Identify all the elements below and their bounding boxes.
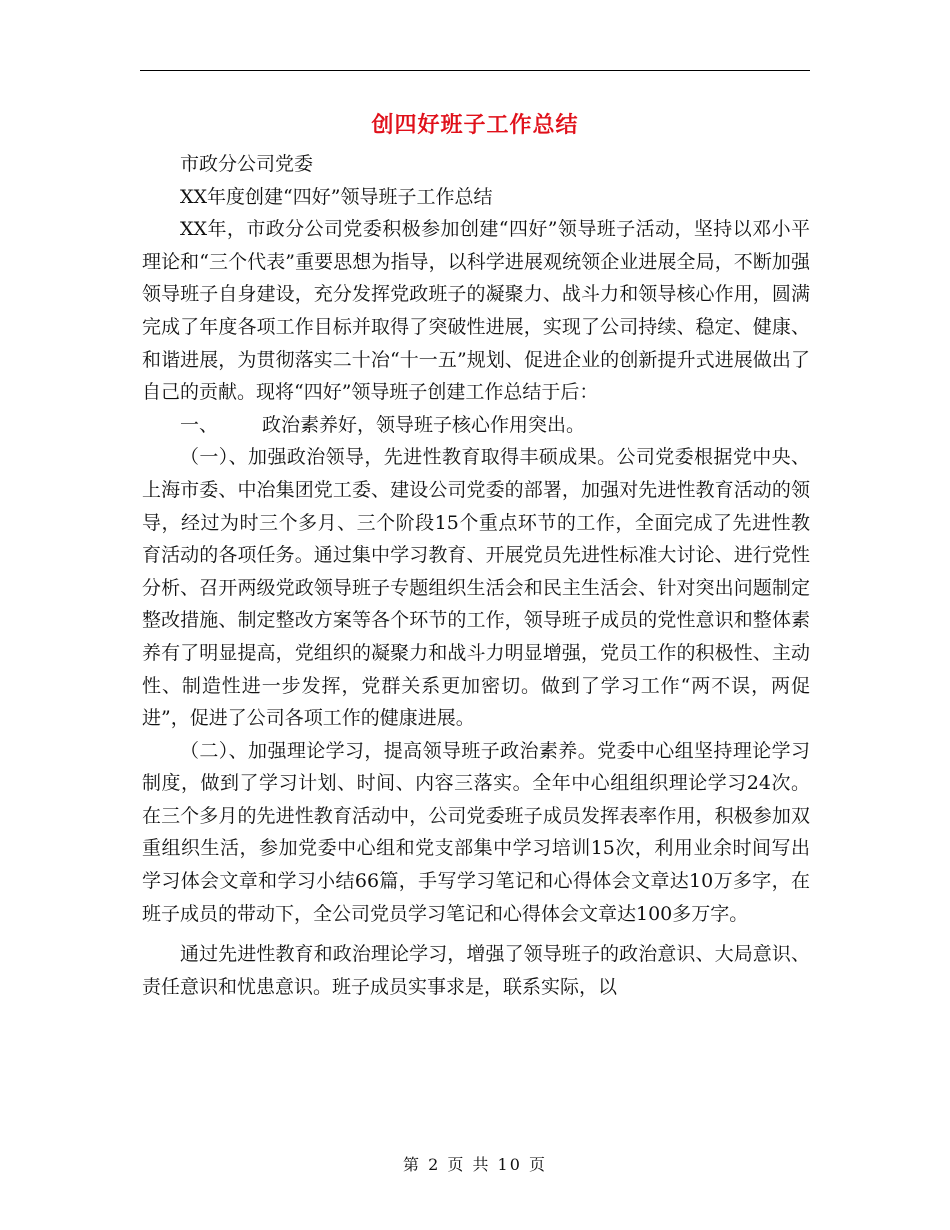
paragraph-1: （一）、加强政治领导，先进性教育取得丰硕成果。公司党委根据党中央、上海市委、中冶集团党工委、建设公司党委的部署，加强对先进性教育活动的领导，经过为时三个多月、三个阶段15个重点环节的工作，全面完成了先进性教育活动的各项任务。通过集中学习教育、开展党员先进性标准大讨论、进行党性分析、召开两级党政领导班子专题组织生活会和民主生活会、针对突出问题制定整改措施、制定整改方案等各个环节的工作，领导班子成员的党性意识和整体素养有了明显提高，党组织的凝聚力和战斗力明显增强，党员工作的积极性、主动性、制造性进一步发挥，党群关系更加密切。做到了学习工作“两不误，两促进”，促进了公司各项工作的健康进展。: [142, 446, 810, 730]
page-number: 第 2 页 共 10 页: [403, 1155, 547, 1174]
header-rule: [140, 70, 810, 71]
document-body: [142, 148, 810, 1003]
org-line: 市政分公司党委: [180, 153, 314, 175]
section-number: 一、: [180, 413, 219, 436]
document-title: 创四好班子工作总结: [371, 112, 579, 138]
section-heading-text: 政治素养好，领导班子核心作用突出。: [262, 413, 586, 436]
paragraph-3: 通过先进性教育和政治理论学习，增强了领导班子的政治意识、大局意识、责任意识和忧患意识。班子成员实事求是，联系实际，以: [142, 943, 810, 998]
intro-paragraph: XX年，市政分公司党委积极参加创建“四好”领导班子活动，坚持以邓小平理论和“三个代表”重要思想为指导，以科学进展观统领企业进展全局，不断加强领导班子自身建设，充分发挥党政班子的凝聚力、战斗力和领导核心作用，圆满完成了年度各项工作目标并取得了突破性进展，实现了公司持续、稳定、健康、和谐进展，为贯彻落实二十冶“十一五”规划、促进企业的创新提升式进展做出了自己的贡献。现将“四好”领导班子创建工作总结于后：: [142, 218, 810, 404]
subtitle-line: XX年度创建“四好”领导班子工作总结: [180, 185, 493, 208]
section-heading: [142, 409, 810, 442]
paragraph-2: （二）、加强理论学习，提高领导班子政治素养。党委中心组坚持理论学习制度，做到了学习计划、时间、内容三落实。全年中心组组织理论学习24次。在三个多月的先进性教育活动中，公司党委班子成员发挥表率作用，积极参加双重组织生活，参加党委中心组和党支部集中学习培训15次，利用业余时间写出学习体会文章和学习小结66篇，手写学习笔记和心得体会文章达10万多字，在班子成员的带动下，全公司党员学习笔记和心得体会文章达100多万字。: [142, 739, 810, 925]
